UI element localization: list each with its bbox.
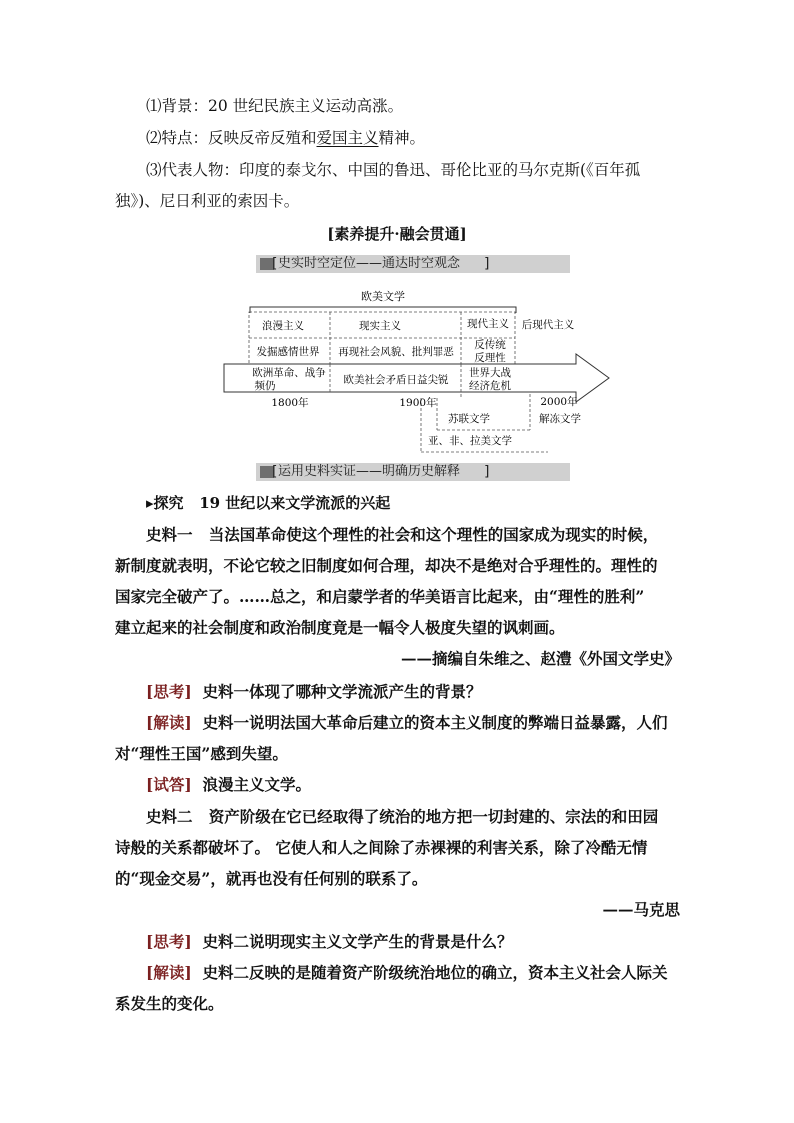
- row3-romanticism-b: 频仍: [254, 380, 276, 392]
- interpretation1-line2: 对“理性王国”感到失望。: [115, 744, 288, 763]
- question2-text: 史料二说明现实主义文学产生的背景是什么？: [202, 932, 513, 951]
- row2-romanticism: 发掘感情世界: [256, 346, 320, 358]
- interpretation1-label: [解读]: [146, 713, 192, 732]
- thaw-literature: 解冻文学: [539, 413, 581, 425]
- explore-marker: ▸探究: [146, 494, 184, 512]
- row3-romanticism-a: 欧洲革命、战争: [252, 367, 326, 379]
- col-postmodernism: 后现代主义: [521, 319, 575, 331]
- material2-source: ——马克思: [602, 900, 680, 919]
- interpretation2-label: [解读]: [146, 963, 192, 982]
- banner-evidence-text: 运用史料实证——明确历史解释: [278, 464, 461, 479]
- representatives-line2: 独》)、尼日利亚的索因卡。: [115, 192, 300, 210]
- col-romanticism: 浪漫主义: [262, 320, 304, 332]
- interpretation2-line2: 系发生的变化。: [115, 994, 224, 1013]
- explore-heading: [146, 492, 390, 514]
- year-2000: 2000年: [540, 396, 578, 408]
- representatives-line1: ⑶代表人物：印度的泰戈尔、中国的鲁迅、哥伦比亚的马尔克斯(《百年孤: [146, 161, 641, 179]
- answer1: [146, 774, 311, 796]
- feature-underlined: 爱国主义: [316, 129, 379, 147]
- material1-line1: [146, 524, 658, 546]
- explore-title: 19 世纪以来文学流派的兴起: [199, 494, 391, 512]
- material1-text1: 当法国革命使这个理性的社会和这个理性的国家成为现实的时候，: [208, 525, 659, 544]
- background-point: ⑴背景：20 世纪民族主义运动高涨。: [146, 97, 404, 115]
- answer1-text: 浪漫主义文学。: [202, 775, 311, 794]
- year-1800: 1800年: [271, 397, 309, 409]
- interpretation1-text1: 史料一说明法国大革命后建立的资本主义制度的弊端日益暴露，人们: [202, 713, 668, 732]
- banner-evidence: [256, 463, 570, 481]
- row2-modernism-a: 反传统: [474, 339, 506, 351]
- material1-line4: 建立起来的社会制度和政治制度竟是一幅令人极度失望的讽刺画。: [115, 618, 565, 637]
- interpretation1-line1: [146, 712, 667, 734]
- row3-realism: 欧美社会矛盾日益尖锐: [343, 374, 449, 386]
- feature-suffix: 精神。: [378, 129, 426, 147]
- material2-text1: 资产阶级在它已经取得了统治的地方把一切封建的、宗法的和田园: [208, 807, 659, 826]
- row3-modernism-b: 经济危机: [469, 380, 511, 392]
- banner-timeline-text: 史实时空定位——通达时空观念: [278, 256, 461, 271]
- material1-line2: 新制度就表明，不论它较之旧制度如何合理，却决不是绝对合乎理性的。理性的: [115, 556, 658, 575]
- answer1-label: [试答]: [146, 775, 192, 794]
- material1-label: 史料一: [146, 525, 193, 544]
- top-label: 欧美文学: [361, 290, 405, 303]
- bracket-left-icon: [: [272, 256, 278, 272]
- question2: [146, 931, 512, 953]
- soviet-literature: 苏联文学: [448, 413, 490, 425]
- row2-modernism-b: 反理性: [474, 352, 506, 364]
- section-title: [素养提升·融会贯通]: [327, 225, 467, 243]
- material2-line2: 诗般的关系都破坏了。 它使人和人之间除了赤裸裸的利害关系，除了冷酷无情: [115, 838, 648, 857]
- question1-label: [思考]: [146, 682, 192, 701]
- row3-modernism-a: 世界大战: [469, 367, 511, 379]
- bracket-right-icon: ]: [484, 256, 490, 272]
- col-modernism: 现代主义: [467, 318, 509, 330]
- year-1900: 1900年: [399, 397, 437, 409]
- material1-source: ——摘编自朱维之、赵澧《外国文学史》: [400, 649, 680, 668]
- col-realism: 现实主义: [359, 320, 401, 332]
- interpretation2-line1: [146, 962, 667, 984]
- row2-realism: 再现社会风貌、批判罪恶: [338, 346, 454, 358]
- feature-prefix: ⑵特点：反映反帝反殖和: [146, 129, 317, 147]
- bracket-left-icon: [: [272, 464, 278, 480]
- material2-label: 史料二: [146, 807, 193, 826]
- material2-line3: 的“现金交易”，就再也没有任何别的联系了。: [115, 869, 428, 888]
- bracket-right-icon: ]: [484, 464, 490, 480]
- afro-asian-latin-literature: 亚、非、拉美文学: [428, 435, 512, 447]
- material1-line3: 国家完全破产了。……总之，和启蒙学者的华美语言比起来，由“理性的胜利”: [115, 587, 645, 606]
- question2-label: [思考]: [146, 932, 192, 951]
- question1: [146, 681, 481, 703]
- material2-line1: [146, 806, 658, 828]
- interpretation2-text1: 史料二反映的是随着资产阶级统治地位的确立，资本主义社会人际关: [202, 963, 668, 982]
- question1-text: 史料一体现了哪种文学流派产生的背景？: [202, 682, 482, 701]
